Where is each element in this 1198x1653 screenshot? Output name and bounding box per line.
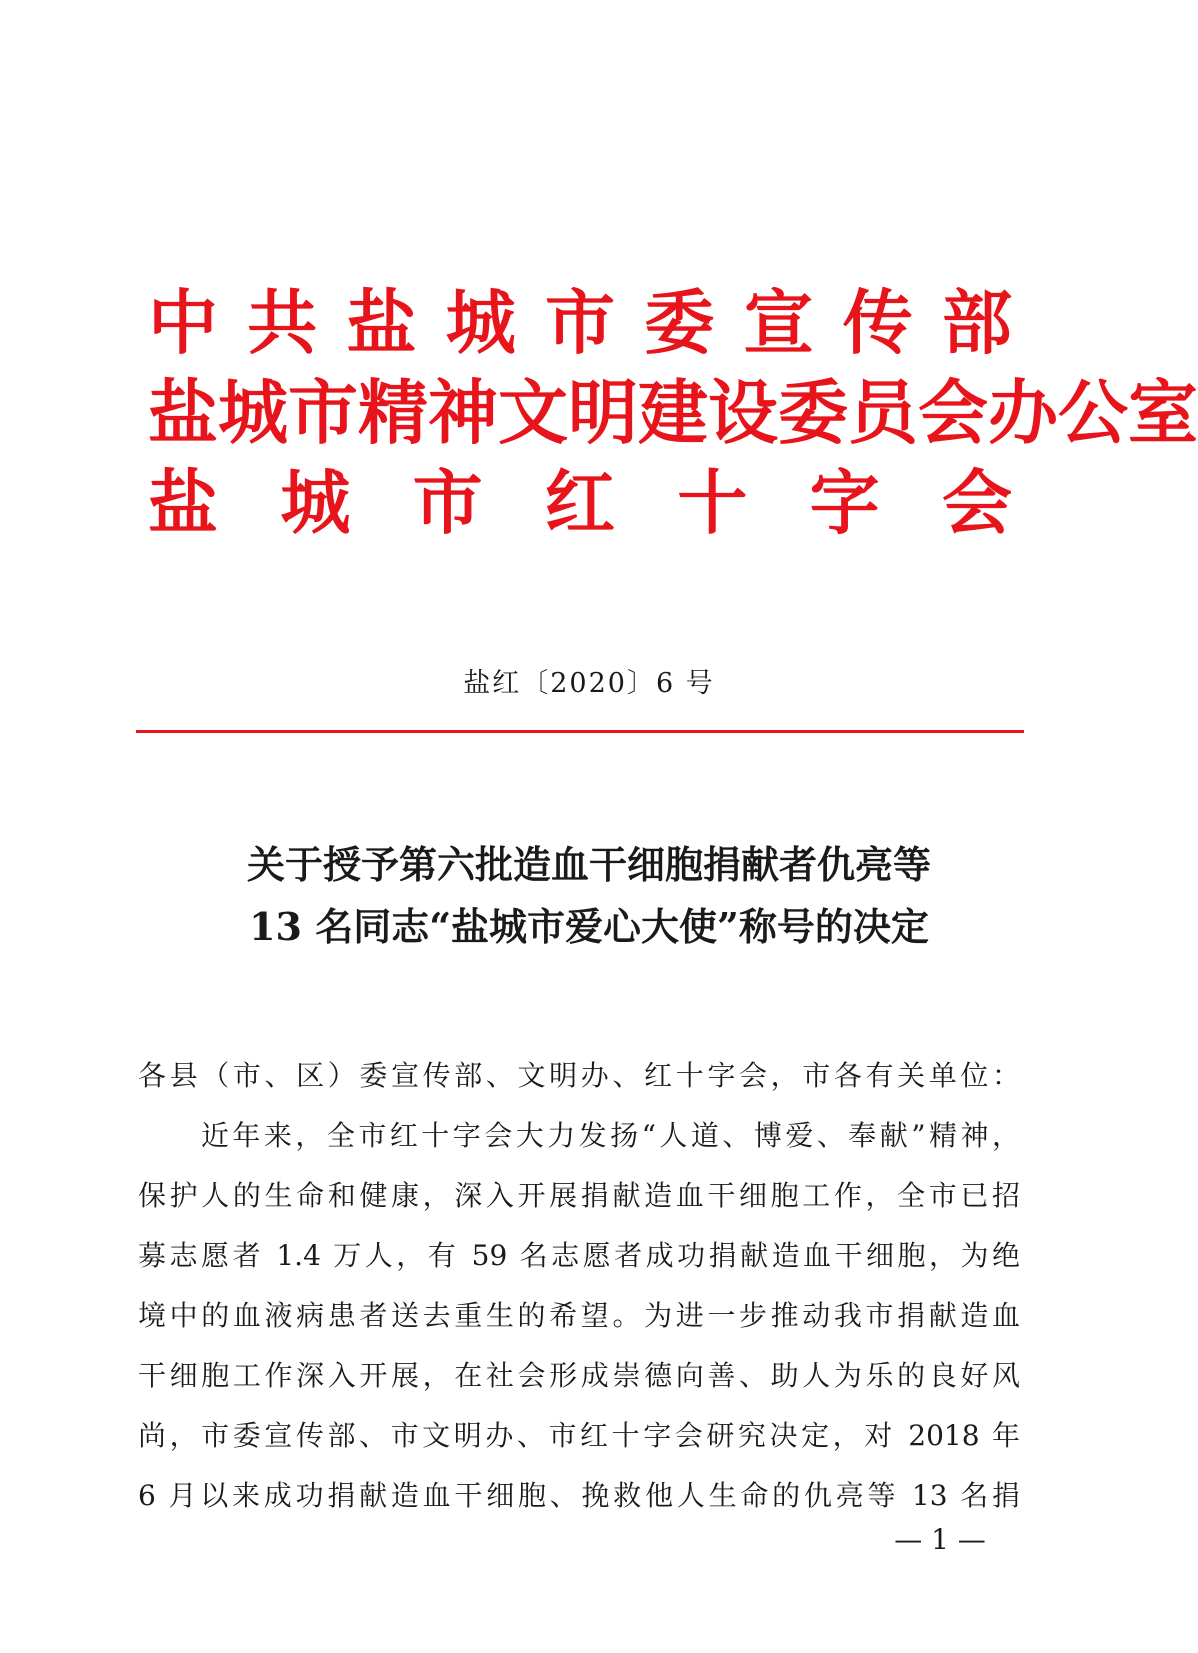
issuer-char: 市 <box>545 282 615 364</box>
issuer-char: 室 <box>1128 372 1198 454</box>
issuer-char: 建 <box>638 372 708 454</box>
issuer-char: 盐 <box>148 462 218 544</box>
issuer-char: 宣 <box>743 282 814 364</box>
salutation: 各县（市、区）委宣传部、文明办、红十字会，市各有关单位： <box>138 1059 1020 1092</box>
document-title-line-1: 关于授予第六批造血干细胞捐献者仇亮等 <box>246 842 931 887</box>
page-number: — 1 — <box>894 1523 986 1556</box>
red-divider <box>136 730 1024 733</box>
issuer-char: 市 <box>412 462 483 544</box>
issuer-char: 十 <box>677 462 748 544</box>
body-line: 6 月以来成功捐献造血干细胞、挽救他人生命的仇亮等 13 名捐 <box>138 1479 1020 1512</box>
body-line: 募志愿者 1.4 万人，有 59 名志愿者成功捐献造血干细胞，为绝 <box>138 1239 1020 1272</box>
body-line: 保护人的生命和健康，深入开展捐献造血干细胞工作，全市已招 <box>138 1179 1020 1212</box>
issuer-char: 共 <box>247 282 318 364</box>
body-line: 近年来，全市红十字会大力发扬“人道、博爱、奉献”精神， <box>138 1119 1020 1152</box>
issuer-char: 城 <box>280 462 351 544</box>
issuer-char: 字 <box>809 462 880 544</box>
issuer-char: 市 <box>288 372 358 454</box>
issuer-char: 城 <box>445 282 516 364</box>
issuer-char: 办 <box>988 372 1058 454</box>
issuer-char: 盐 <box>346 282 417 364</box>
document-number: 盐红〔2020〕6 号 <box>463 668 715 699</box>
issuer-char: 会 <box>941 462 1012 544</box>
body-line: 境中的血液病患者送去重生的希望。为进一步推动我市捐献造血 <box>138 1299 1020 1332</box>
issuer-char: 设 <box>708 372 778 454</box>
issuer-char: 明 <box>568 372 638 454</box>
issuer-char: 红 <box>544 462 615 544</box>
issuer-char: 部 <box>942 282 1012 364</box>
issuer-char: 会 <box>918 372 988 454</box>
issuer-line-1 <box>148 283 1012 363</box>
issuer-char: 文 <box>498 372 568 454</box>
issuer-char: 委 <box>644 282 715 364</box>
issuer-line-2 <box>148 372 1198 454</box>
issuer-line-3 <box>148 463 1012 543</box>
issuer-char: 传 <box>842 282 913 364</box>
issuer-char: 精 <box>358 372 428 454</box>
issuer-char: 神 <box>428 372 498 454</box>
body-line: 尚，市委宣传部、市文明办、市红十字会研究决定，对 2018 年 <box>138 1419 1020 1452</box>
issuer-char: 公 <box>1058 372 1128 454</box>
issuer-char: 委 <box>778 372 848 454</box>
issuer-char: 中 <box>148 282 218 364</box>
document-title-line-2: 13 名同志“盐城市爱心大使”称号的决定 <box>249 904 929 949</box>
issuer-char: 城 <box>218 372 288 454</box>
issuer-char: 员 <box>848 372 918 454</box>
body-line: 干细胞工作深入开展，在社会形成崇德向善、助人为乐的良好风 <box>138 1359 1020 1392</box>
issuer-char: 盐 <box>148 372 218 454</box>
